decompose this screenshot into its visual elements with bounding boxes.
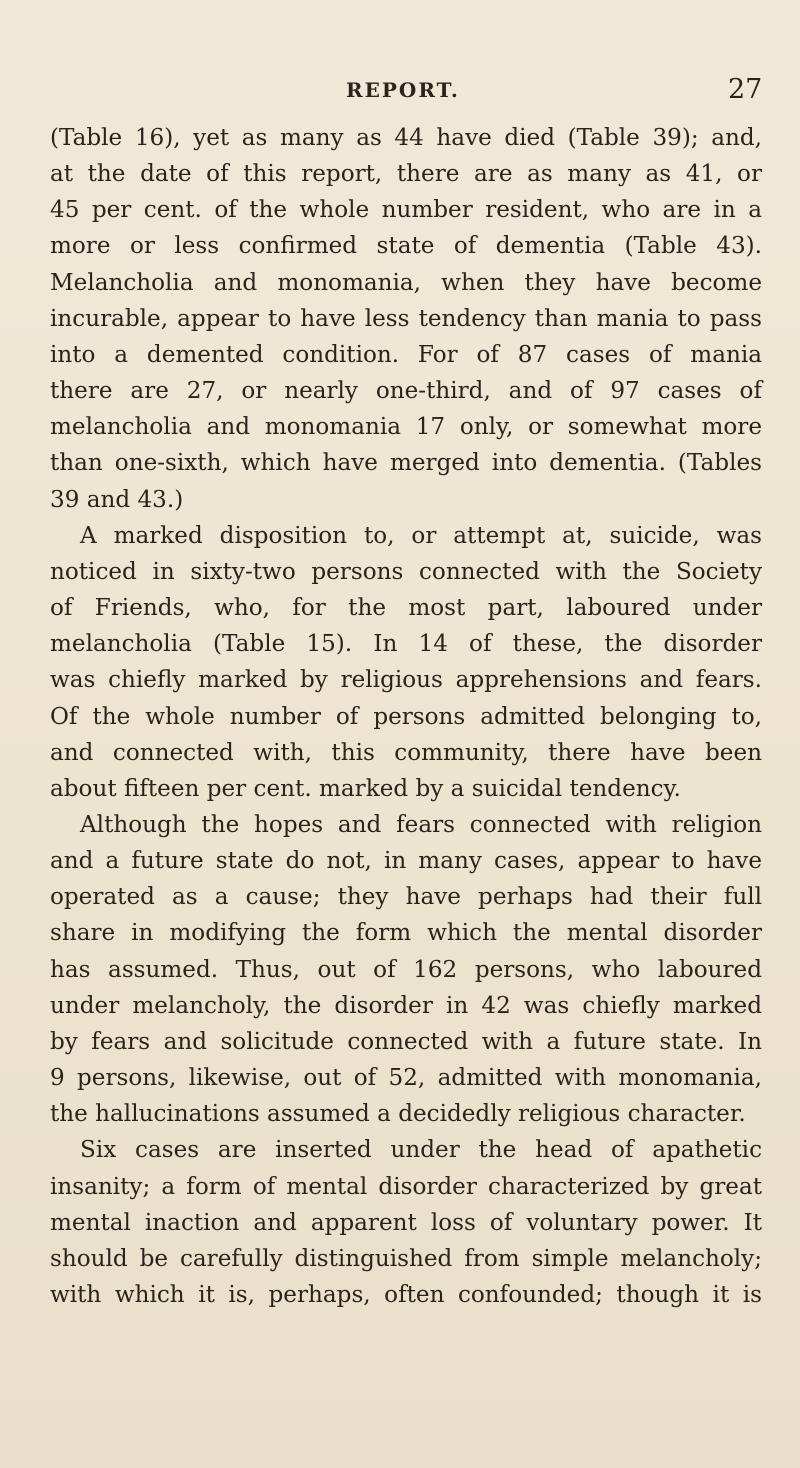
text-line: with which it is, perhaps, often confounded; though it is — [50, 1282, 762, 1308]
text-line: Six cases are inserted under the head of apathetic — [80, 1137, 762, 1164]
text-line: share in modifying the form which the mental disorder — [50, 920, 762, 947]
text-line: 45 per cent. of the whole number resident, who are in a — [50, 197, 762, 224]
text-line: about fifteen per cent. marked by a suicidal tendency. — [50, 775, 681, 802]
text-line: there are 27, or nearly one-third, and of 97 cases of — [50, 378, 762, 405]
text-line: 39 and 43.) — [50, 486, 184, 513]
text-line: and connected with, this community, there have been — [50, 739, 762, 766]
text-line: melancholia and monomania 17 only, or somewhat more — [50, 414, 762, 441]
text-line: has assumed. Thus, out of 162 persons, who laboured — [50, 956, 762, 983]
text-line: was chiefly marked by religious apprehensions and fears. — [50, 667, 762, 694]
text-line: mental inaction and apparent loss of voluntary power. It — [50, 1209, 762, 1236]
text-line: incurable, appear to have less tendency than mania to pass — [50, 305, 762, 332]
text-line: operated as a cause; they have perhaps had their full — [50, 884, 762, 911]
page-number: 27 — [728, 74, 763, 105]
body-text — [50, 120, 762, 1313]
text-line: under melancholy, the disorder in 42 was chiefly marked — [50, 992, 762, 1019]
text-line: into a demented condition. For of 87 cases of mania — [50, 341, 762, 368]
text-line: insanity; a form of mental disorder characterized by great — [50, 1173, 762, 1200]
text-line: and a future state do not, in many cases, appear to have — [50, 848, 762, 875]
text-line: noticed in sixty-two persons connected with the Society — [50, 558, 762, 585]
text-line: A marked disposition to, or attempt at, suicide, was — [80, 522, 762, 549]
text-line: of Friends, who, for the most part, laboured under — [50, 595, 762, 622]
text-line: Melancholia and monomania, when they have become — [50, 269, 762, 296]
text-line: (Table 16), yet as many as 44 have died (Table 39); and, — [50, 125, 762, 151]
text-line: should be carefully distinguished from simple melancholy; — [50, 1245, 762, 1272]
text-line: by fears and solicitude connected with a future state. In — [50, 1028, 762, 1055]
page-header — [0, 74, 800, 110]
text-line: at the date of this report, there are as many as 41, or — [50, 161, 762, 188]
text-line: Of the whole number of persons admitted belonging to, — [50, 703, 762, 730]
text-line: than one-sixth, which have merged into dementia. (Tables — [50, 450, 762, 477]
text-line: melancholia (Table 15). In 14 of these, the disorder — [50, 631, 762, 658]
text-line: Although the hopes and fears connected with religion — [80, 811, 762, 838]
text-line: more or less confirmed state of dementia (Table 43). — [50, 233, 762, 260]
running-head: REPORT. — [346, 78, 460, 102]
text-line: the hallucinations assumed a decidedly religious character. — [50, 1101, 746, 1128]
text-line: 9 persons, likewise, out of 52, admitted with monomania, — [50, 1065, 762, 1092]
